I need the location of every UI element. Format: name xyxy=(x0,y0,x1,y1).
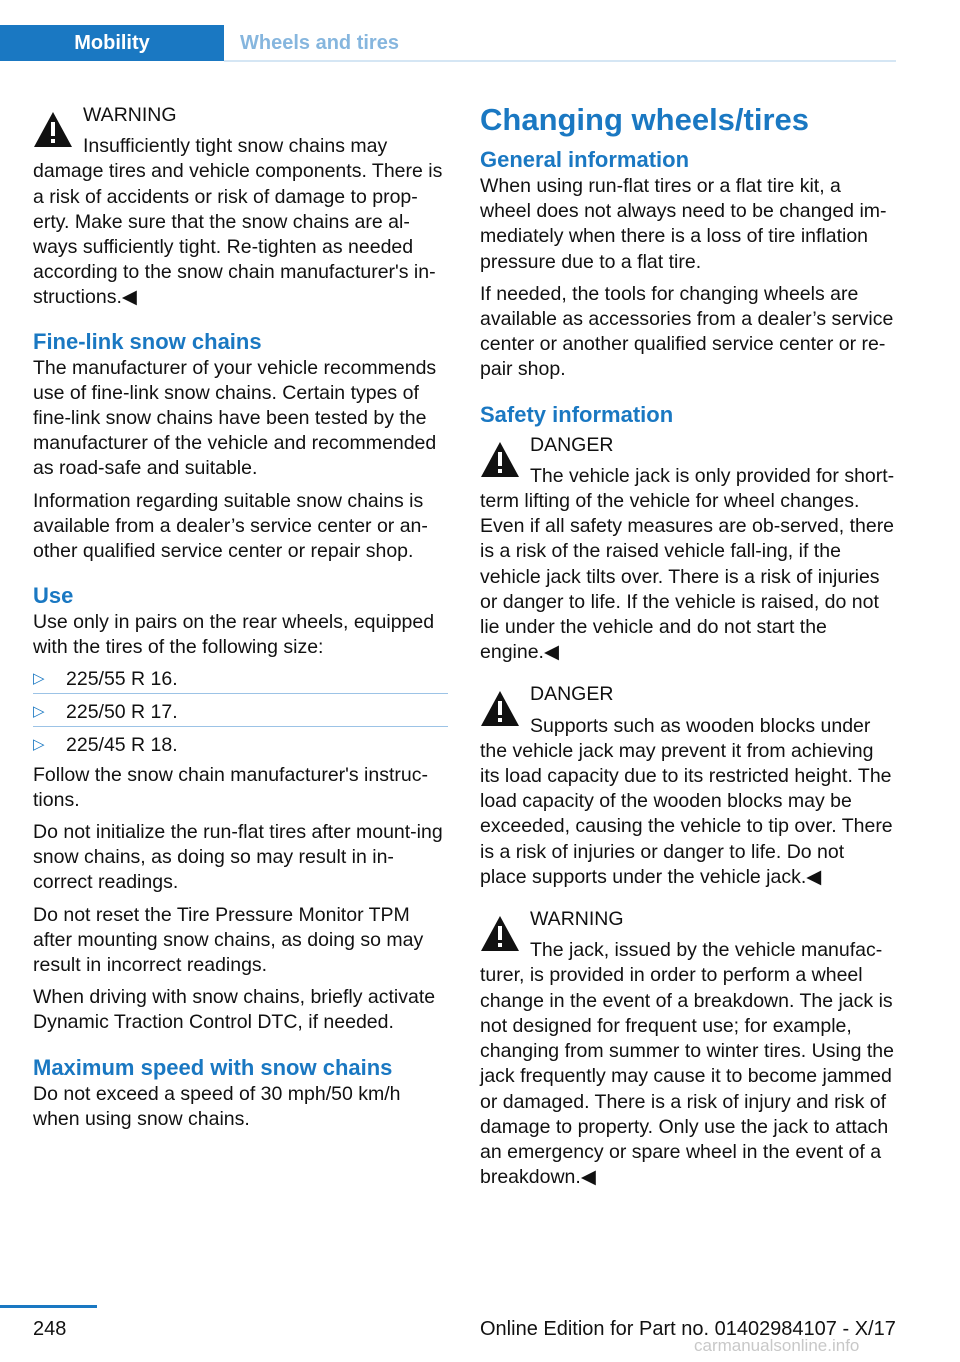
note-text: Supports such as wooden blocks under the vehicle jack may prevent it from achieving its load capacity due to its restricted height. The load capacity of the wooden blocks may be exceeded, causing the vehicle to tip over. There is a risk of injuries or danger to life. Do not place supports under the vehicle jack.◀ xyxy=(480,714,893,888)
warning-triangle-icon xyxy=(480,690,520,727)
tire-size-list xyxy=(33,661,448,759)
triangle-bullet-icon: ▷ xyxy=(33,669,45,687)
warning-triangle-icon xyxy=(480,441,520,478)
paragraph: Use only in pairs on the rear wheels, equipped with the tires of the following size: xyxy=(33,611,435,659)
page-header xyxy=(0,0,960,62)
page-title: Changing wheels/tires xyxy=(480,102,810,137)
paragraph: Follow the snow chain manufacturer's instruc‐tions. xyxy=(33,763,428,811)
note-title: DANGER xyxy=(530,683,614,706)
paragraph: When using run-flat tires or a flat tire kit, a wheel does not always need to be changed im‐mediately when there is a loss of tire inflation pressure due to a flat tire. xyxy=(480,175,887,273)
warning-triangle-icon xyxy=(480,915,520,952)
footer-accent-line xyxy=(0,1305,97,1308)
note-title: WARNING xyxy=(83,104,177,126)
list-item: ▷ 225/50 R 17. xyxy=(33,694,448,727)
page-number: 248 xyxy=(33,1318,67,1340)
warning-triangle-icon xyxy=(33,111,73,148)
paragraph: Do not initialize the run-flat tires after mount‐ing snow chains, as doing so may result in in‐correct readings. xyxy=(33,821,443,894)
section-heading: Maximum speed with snow chains xyxy=(33,1054,393,1080)
paragraph: Do not exceed a speed of 30 mph/50 km/h when using snow chains. xyxy=(33,1082,401,1130)
note-text: The vehicle jack is only provided for short-term lifting of the vehicle for wheel changes. Even if all safety measures are ob‐served, there is a risk of the raised vehicle fall‐ing, if the vehicle jack tilts over. There is a risk of injuries or danger to life. If the vehicle is raised, do not lie under the vehicle and do not start the engine.◀ xyxy=(480,464,895,664)
left-column xyxy=(33,100,448,1139)
paragraph: The manufacturer of your vehicle recommends use of fine-link snow chains. Certain types of fine-link snow chains have been tested by the manufacturer of the vehicle and recommended as road-safe and suitable. xyxy=(33,356,437,480)
section-heading: Safety information xyxy=(480,401,674,427)
danger-note xyxy=(480,433,895,666)
section-heading: Use xyxy=(33,583,74,609)
warning-note xyxy=(33,103,448,311)
subsection-tab: Wheels and tires xyxy=(240,31,399,54)
paragraph: If needed, the tools for changing wheels are available as accessories from a dealer’s service center or another qualified service center or re‐pair shop. xyxy=(480,282,894,381)
section-heading: Fine-link snow chains xyxy=(33,328,262,354)
list-item: ▷ 225/55 R 16. xyxy=(33,661,448,694)
note-title: DANGER xyxy=(530,433,614,456)
note-text: The jack, issued by the vehicle manufac‐turer, is provided in order to perform a wheel change in the event of a breakdown. The jack is not designed for frequent use; for example, changing from summer to winter tires. Using the jack frequently may cause it to become jammed or damaged. There is a risk of injury and risk of damage to property. Only use the jack to attach an emergency or spare wheel in the event of a breakdown.◀ xyxy=(480,939,894,1189)
note-title: WARNING xyxy=(530,908,624,931)
note-text: Insufficiently tight snow chains may damage tires and vehicle components. There is a risk of accidents or risk of damage to prop‐erty. Make sure that the snow chains are al‐ways sufficiently tight. Re-tighten as needed according to the snow chain manufacturer's in‐structions.◀ xyxy=(33,135,443,309)
header-divider xyxy=(224,60,896,62)
triangle-bullet-icon: ▷ xyxy=(33,702,45,720)
triangle-bullet-icon: ▷ xyxy=(33,735,45,753)
paragraph: Do not reset the Tire Pressure Monitor TPM after mounting snow chains, as doing so may result in incorrect readings. xyxy=(33,903,424,977)
edition-info: Online Edition for Part no. 01402984107 - X/17 xyxy=(480,1318,896,1340)
paragraph: When driving with snow chains, briefly activate Dynamic Traction Control DTC, if needed. xyxy=(33,986,436,1034)
watermark: carmanualsonline.info xyxy=(694,1336,860,1355)
danger-note xyxy=(480,682,895,890)
warning-note xyxy=(480,907,895,1190)
section-tab: Mobility xyxy=(0,25,224,61)
paragraph: Information regarding suitable snow chains is available from a dealer’s service center or an‐other qualified service center or repair shop. xyxy=(33,489,428,563)
section-heading: General information xyxy=(480,147,690,172)
list-item: ▷ 225/45 R 18. xyxy=(33,733,178,756)
right-column xyxy=(480,100,895,1207)
